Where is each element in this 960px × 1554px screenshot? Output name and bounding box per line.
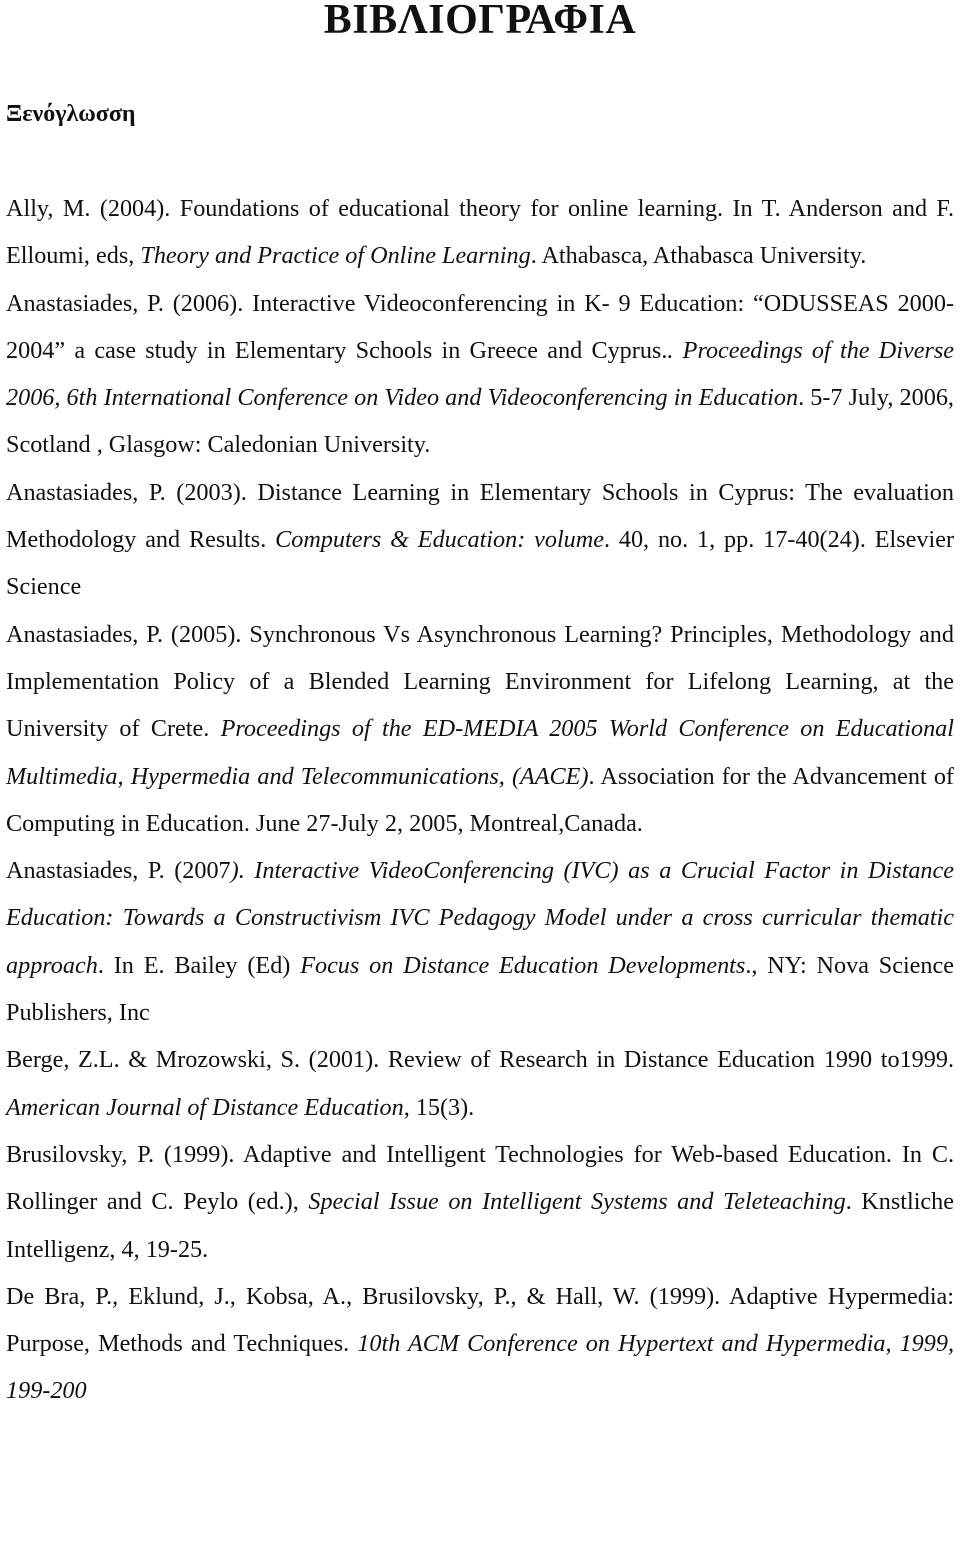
- reference-list: [6, 185, 954, 1415]
- reference-text: . Knstliche Intelligenz, 4, 19-25.: [6, 1188, 954, 1263]
- reference-italic-text: American Journal of Distance Education: [6, 1093, 404, 1121]
- reference-item: [6, 280, 954, 469]
- reference-italic-text: . Proceedings of the Diverse 2006, 6th International Conference on Video and Videoconferencing in Education: [6, 336, 954, 412]
- reference-text: Anastasiades, P. (2005). Synchronous Vs Asynchronous Learning? Principles, Methodology and Implementation Policy of a Blended Learning Environment for Lifelong Learning, at the University of Crete.: [6, 620, 954, 743]
- reference-italic-text: Theory and Practice of Online Learning: [140, 242, 531, 270]
- reference-text: De Bra, P., Eklund, J., Kobsa, A., Brusilovsky, P., & Hall, W. (1999). Adaptive Hypermedia: Purpose, Methods and Techniques.: [6, 1282, 954, 1358]
- reference-text: Anastasiades, P. (2006). Interactive Videoconferencing in K- 9 Education: “ODUSSEAS 2000-2004” a case study in Elementary Schools in Greece and Cyprus.: [6, 289, 954, 364]
- reference-text: . 5-7 July, 2006, Scotland , Glasgow: Caledonian University.: [6, 384, 954, 459]
- page-title: ΒΙΒΛΙΟΓΡΑΦΙΑ: [323, 0, 637, 43]
- reference-text: Anastasiades, P. (2007: [6, 857, 231, 885]
- reference-item: [6, 1273, 954, 1415]
- reference-italic-text: Proceedings of the ED-MEDIA 2005 World Conference on Educational Multimedia, Hypermedia and Telecommunications, (AACE): [6, 715, 954, 790]
- reference-text: . In E. Bailey (Ed): [97, 951, 301, 979]
- reference-text: . Athabasca, Athabasca University.: [530, 242, 867, 270]
- reference-item: [6, 185, 954, 280]
- reference-italic-text: Special Issue on Intelligent Systems and Teleteaching: [308, 1188, 846, 1216]
- reference-text: Anastasiades, P. (2003). Distance Learning in Elementary Schools in Cyprus: The evaluation Methodology and Results.: [6, 478, 954, 554]
- reference-item: [6, 611, 954, 847]
- reference-text: Berge, Z.L. & Mrozowski, S. (2001). Review of Research in Distance Education 1990 to1999.: [6, 1046, 954, 1074]
- reference-text: ., NY: Nova Science Publishers, Inc: [6, 951, 954, 1027]
- section-heading: Ξενόγλωσση: [6, 101, 136, 127]
- reference-italic-text: Computers & Education: volume: [275, 526, 604, 554]
- reference-italic-text: 10th ACM Conference on Hypertext and Hypermedia, 1999, 199-200: [6, 1330, 954, 1405]
- reference-item: [6, 469, 954, 611]
- reference-text: . Association for the Advancement of Computing in Education. June 27-July 2, 2005, Montreal,Canada.: [6, 762, 954, 837]
- reference-item: [6, 847, 954, 1036]
- reference-item: [6, 1036, 954, 1131]
- reference-text: Brusilovsky, P. (1999). Adaptive and Intelligent Technologies for Web-based Education. In C. Rollinger and C. Peylo (ed.),: [6, 1140, 954, 1216]
- reference-text: Ally, M. (2004). Foundations of educational theory for online learning. In T. Anderson and F. Elloumi, eds,: [6, 195, 954, 270]
- reference-text: . 40, no. 1, pp. 17-40(24). Elsevier Science: [6, 526, 954, 601]
- reference-text: , 15(3).: [403, 1093, 475, 1121]
- reference-italic-text: ). Interactive VideoConferencing (IVC) as a Crucial Factor in Distance Education: Towards a Constructivism IVC Pedagogy Model under a cross curricular thematic approach: [6, 857, 954, 979]
- reference-item: [6, 1131, 954, 1273]
- reference-italic-text: Focus on Distance Education Developments: [300, 951, 746, 979]
